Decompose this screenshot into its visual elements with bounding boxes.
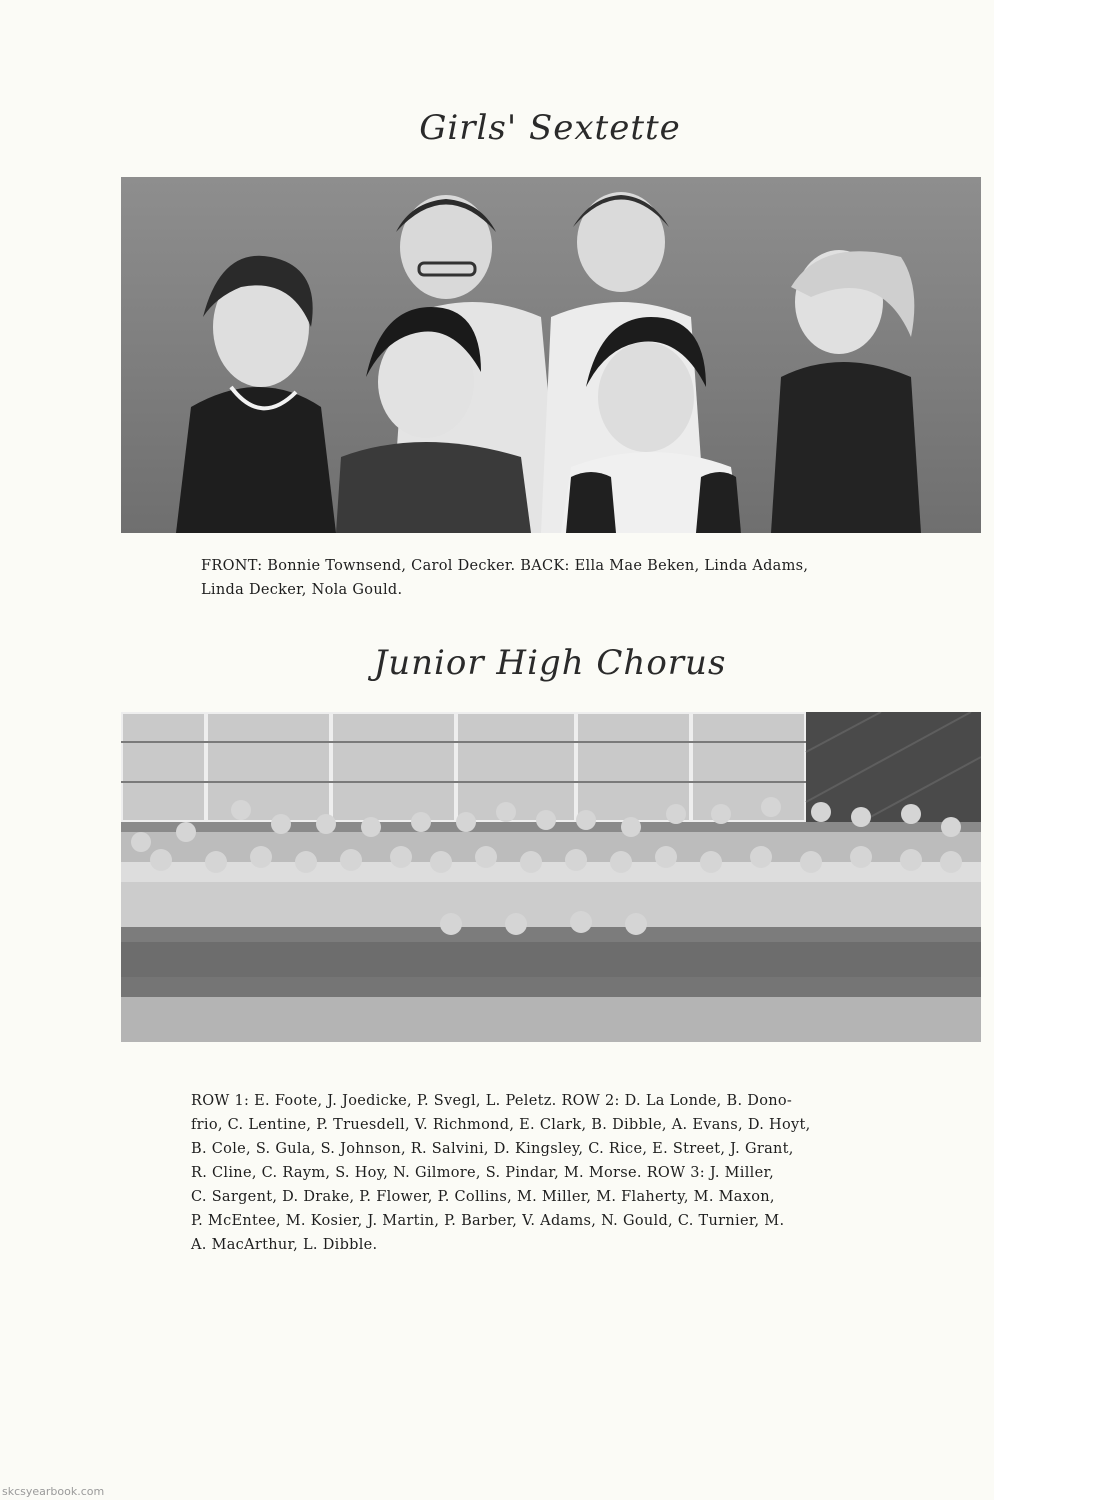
caption-line: Linda Decker, Nola Gould. — [201, 582, 403, 598]
caption-line: frio, C. Lentine, P. Truesdell, V. Richmond, E. Clark, B. Dibble, A. Evans, D. Hoyt, — [191, 1117, 811, 1133]
sextette-group-photo — [121, 177, 981, 533]
caption-line: ROW 1: E. Foote, J. Joedicke, P. Svegl, L. Peletz. ROW 2: D. La Londe, B. Dono- — [191, 1093, 793, 1109]
caption-line: A. MacArthur, L. Dibble. — [191, 1237, 378, 1253]
caption-line: P. McEntee, M. Kosier, J. Martin, P. Barber, V. Adams, N. Gould, C. Turnier, M. — [191, 1213, 785, 1229]
caption-line: FRONT: Bonnie Townsend, Carol Decker. BACK: Ella Mae Beken, Linda Adams, — [201, 558, 809, 574]
chorus-caption — [191, 1089, 951, 1257]
chorus-group-photo — [121, 712, 981, 1042]
caption-line: R. Cline, C. Raym, S. Hoy, N. Gilmore, S. Pindar, M. Morse. ROW 3: J. Miller, — [191, 1165, 775, 1181]
caption-line: B. Cole, S. Gula, S. Johnson, R. Salvini, D. Kingsley, C. Rice, E. Street, J. Grant, — [191, 1141, 794, 1157]
caption-line: C. Sargent, D. Drake, P. Flower, P. Collins, M. Miller, M. Flaherty, M. Maxon, — [191, 1189, 775, 1205]
chorus-heading: Junior High Chorus — [373, 643, 727, 683]
sextette-caption — [201, 554, 901, 602]
site-watermark: skcsyearbook.com — [2, 1485, 105, 1498]
scan-margin — [994, 0, 1100, 1500]
sextette-heading: Girls' Sextette — [419, 108, 681, 148]
